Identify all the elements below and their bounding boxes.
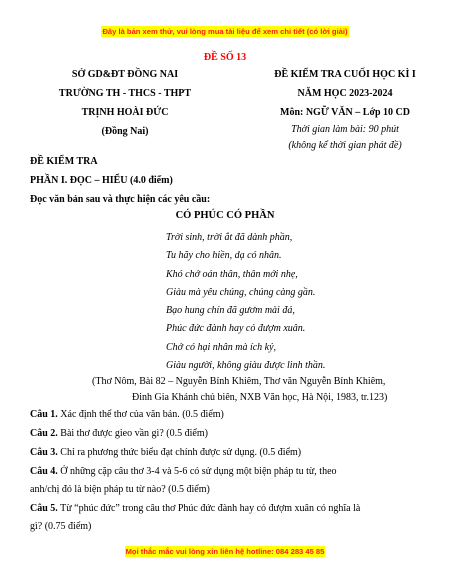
- question-text: Ở những cặp câu thơ 3-4 và 5-6 có sử dụng một biện pháp tu từ, theo: [57, 466, 337, 477]
- question-1: [30, 408, 224, 422]
- poem-line: Tu hãy cho hiền, dạ có nhân.: [166, 250, 282, 262]
- question-label: Câu 3.: [30, 447, 58, 458]
- question-label: Câu 5.: [30, 503, 58, 514]
- school-name-line1: TRƯỜNG TH - THCS - THPT: [58, 88, 192, 99]
- school-name-line2: TRỊNH HOÀI ĐỨC: [81, 107, 169, 118]
- poem-line: Giàu người, không giàu được linh thần.: [166, 360, 326, 372]
- duration-note: (không kể thời gian phát đề): [288, 140, 402, 151]
- exam-number: ĐỀ SỐ 13: [203, 52, 247, 63]
- poem-line: Chớ có hại nhân mà ích kỷ,: [166, 341, 277, 353]
- school-year: NĂM HỌC 2023-2024: [297, 88, 393, 99]
- question-5-cont: gì? (0.75 điểm): [30, 521, 92, 532]
- department-name: SỞ GD&ĐT ĐỒNG NAI: [71, 69, 179, 80]
- preview-banner: Đây là bản xem thử, vui lòng mua tài liệu để xem chi tiết (có lời giải): [102, 27, 348, 36]
- exam-title: ĐỀ KIỂM TRA CUỐI HỌC KÌ I: [274, 69, 416, 80]
- question-label: Câu 2.: [30, 428, 58, 439]
- exam-header: [250, 65, 440, 154]
- part-title: PHẦN I. ĐỌC – HIỂU (4.0 điểm): [30, 175, 173, 186]
- poem-line: Bạo hung chín đã gươm mài đá,: [166, 305, 295, 317]
- poem-line: Trời sinh, trời ắt đã dành phần,: [166, 232, 293, 243]
- source-citation: (Thơ Nôm, Bài 82 – Nguyễn Bỉnh Khiêm, Thơ văn Nguyễn Bỉnh Khiêm,: [92, 376, 386, 387]
- instruction: Đọc văn bản sau và thực hiện các yêu cầu:: [30, 194, 211, 205]
- question-text: Từ “phúc đức” trong câu thơ Phúc đức đành hay cỏ đượm xuân có nghĩa là: [57, 503, 361, 514]
- question-5: [30, 502, 360, 516]
- subject: Môn: NGỮ VĂN – Lớp 10 CD: [280, 107, 410, 118]
- province: (Đồng Nai): [101, 126, 149, 137]
- question-text: Chỉ ra phương thức biểu đạt chính được sử dụng. (0.5 điểm): [57, 447, 302, 458]
- poem-line: Phúc đức đành hay cỏ đượm xuân.: [166, 323, 306, 335]
- poem-line: Khó chớ oán thân, thân mới nhẹ,: [166, 268, 298, 280]
- school-header: [50, 65, 200, 141]
- question-text: Xác định thể thơ của văn bản. (0.5 điểm): [57, 409, 224, 420]
- poem-line: Giàu mà yêu chúng, chúng càng gần.: [166, 286, 316, 298]
- question-label: Câu 4.: [30, 466, 58, 477]
- duration: Thời gian làm bài: 90 phút: [291, 124, 399, 135]
- question-4: [30, 465, 337, 479]
- question-text: Bài thơ được gieo vần gì? (0.5 điểm): [57, 428, 208, 439]
- question-3: [30, 446, 301, 460]
- question-4-cont: anh/chị đó là biện pháp tu từ nào? (0.5 điểm): [30, 484, 210, 495]
- poem-title: CÓ PHÚC CÓ PHẦN: [175, 210, 275, 221]
- question-2: [30, 427, 208, 441]
- hotline-banner: Mọi thắc mắc vui lòng xin liên hệ hotline: 084 283 45 85: [125, 547, 325, 556]
- question-label: Câu 1.: [30, 409, 58, 420]
- section-title: ĐỀ KIỂM TRA: [30, 156, 98, 167]
- poem: [166, 229, 325, 375]
- source-citation-cont: Đinh Gia Khánh chủ biên, NXB Văn học, Hà Nội, 1983, tr.123): [132, 392, 388, 403]
